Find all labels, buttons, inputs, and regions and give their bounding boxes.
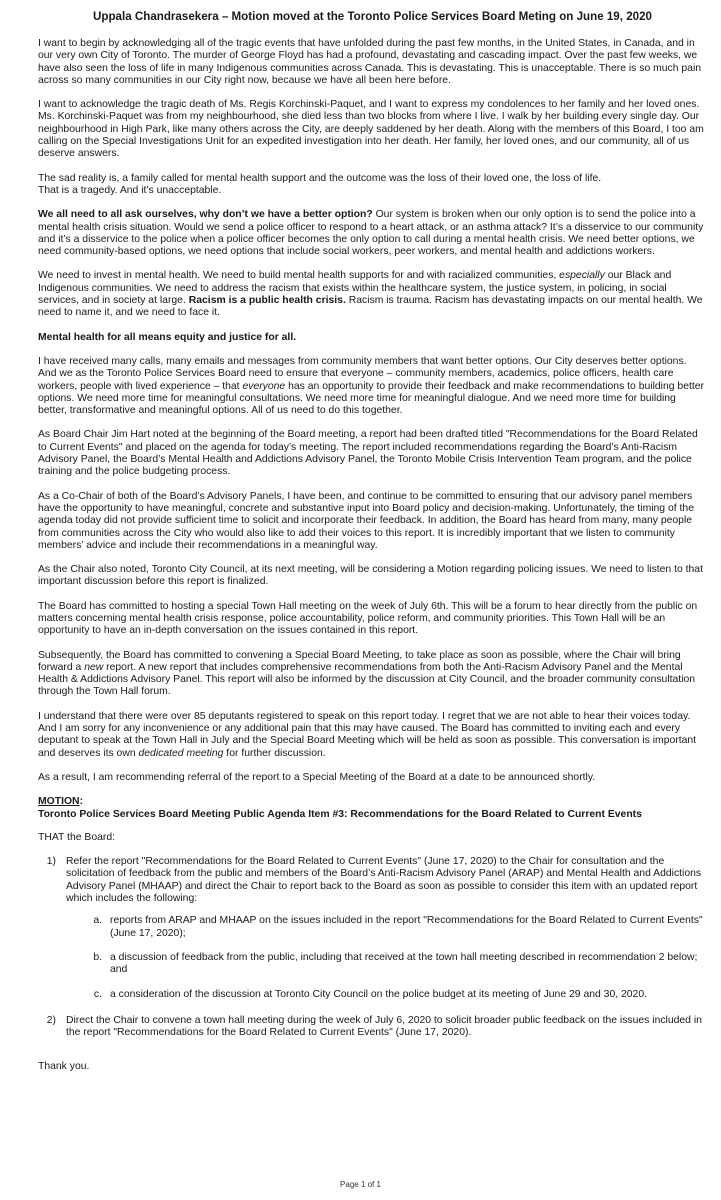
subitem-letter: c. [93,988,102,1000]
tragedy-line: That is a tragedy. And it’s unacceptable. [38,184,222,196]
motion-item-body [66,856,707,1001]
motion-subitem-b [88,952,707,977]
document-title: Uppala Chandrasekera – Motion moved at the Toronto Police Services Board Meting on June 19, 2020 [92,10,652,23]
sad-reality-line: The sad reality is, a family called for mental health support and the outcome was the loss of their loved one, the loss of life. [38,172,602,184]
invest-text-b: our Black and Indigenous communities. We need to address the racism that exists within the healthcare system, the justice system, in policing, in social services, and in society at large. [38,270,672,307]
motion-item-number: 1) [46,856,56,868]
paragraph-co-chair: As a Co-Chair of both of the Board’s Advisory Panels, I have been, and continue to be committed to ensuring that our advisory panel members have the opportunity to have meaningful, concrete and substantive input into Board policy and decision-making. Unfortunately, the timing of the agenda today did not provide sufficient time to solicit and incorporate their feedback. In addition, the Board has heard from many, many people from communities across the City who would also like to add their voices to this report. It is incredibly important that we listen to community members’ advice and include their recommendations in a meaningful way. [38,490,694,551]
that-the-board: THAT the Board: [38,831,116,843]
deputants-emphasis: dedicated meeting [138,747,224,759]
special-meeting-text-b: report. A new report that includes comprehensive recommendations from both the Anti-Racism Advisory Panel and the Mental Health & Addictions Advisory Panel. This report will also be informed by the discussion at City Council, and the broader community consultation through the Town Hall forum. [38,661,696,698]
calls-text-b: has an opportunity to provide their feedback and make recommendations to building better options. We need more time for meaningful consultations. We need more time for meaningful dialogue. And we need more time for building better, transformative and meaningful options. All of us need to do this together. [38,380,704,417]
paragraph-special-board-meeting [38,650,707,699]
motion-item-number: 2) [46,1014,56,1026]
calls-text-a: I have received many calls, many emails and messages from community members that want better options. Our City deserves better options. And we as the Toronto Police Services Board need to ensure that everyone – community members, academics, police officers, health care workers, people with lived experience – that [38,355,687,392]
paragraph-town-hall: The Board has committed to hosting a special Town Hall meeting on the week of July 6th. This will be a forum to hear directly from the public on matters concerning mental health crisis response, police accountability, police reform, and community priorities. This Town Hall will be an opportunity to have an in-depth conversation on the issues contained in this report. [38,600,698,637]
motion-item-text: Refer the report "Recommendations for the Board Related to Current Events" (June 17, 2020) to the Chair for consultation and the solicitation of feedback from the public and members of the Board’s Anti-Racism Advisory Panel (ARAP) and Mental Health and Addictions Advisory Panel (MHAAP) and direct the Chair to report back to the Board as soon as possible to consider this item with an updated report which includes the following: [66,856,702,905]
closing-thank-you: Thank you. [38,1061,90,1073]
paragraph-invest-mental-health [38,270,707,319]
motion-title: Toronto Police Services Board Meeting Public Agenda Item #3: Recommendations for the Board Related to Current Events [38,808,642,820]
motion-item-text: Direct the Chair to convene a town hall meeting during the week of July 6, 2020 to solicit broader public feedback on the issues included in the report "Recommendations for the Board Related to Current Events" (June 17, 2020). [66,1014,702,1039]
paragraph-community-calls [38,356,707,417]
subitem-text: a discussion of feedback from the public, including that received at the town hall meeting described in recommendation 2 below; and [110,951,698,976]
paragraph-city-council: As the Chair also noted, Toronto City Council, at its next meeting, will be considering a Motion regarding policing issues. We need to listen to that important discussion before this report is finalized. [38,564,703,588]
deputants-text-a: I understand that there were over 85 deputants registered to speak on this report today. I regret that we are not able to hear their voices today. And I am sorry for any inconvenience or any additional pain that this may have caused. The Board has committed to inviting each and every deputant to speak at the Town Hall in July and the Special Board Meeting which will be held as soon as possible. This conversation is important and deserves its own [38,710,697,759]
paragraph-intro: I want to begin by acknowledging all of the tragic events that have unfolded during the past few months, in the United States, in Canada, and in our very own City of Toronto. The murder of George Floyd has had a profound, devastating and cascading impact. Over the past few weeks, we have also seen the loss of life in many Indigenous communities across Canada. This is devastating. This is unacceptable. There is so much pain across so many communities in our City right now, because we have all been here before. [38,38,702,86]
invest-text-a: We need to invest in mental health. We need to build mental health supports for and with racialized communities, [38,270,560,282]
better-option-question: We all need to all ask ourselves, why don’t we have a better option? [38,209,373,221]
paragraph-deputants [38,711,707,760]
special-meeting-emphasis: new [84,661,104,673]
invest-text-c: Racism is trauma. Racism has devastating impacts on our mental health. We need to name it, and we need to face it. [38,295,703,319]
better-option-text: Our system is broken when our only option is to send the police into a mental health crisis situation. Would we send a police officer to respond to a heart attack, or an asthma attack? It’s a disservice to our community and it’s a disservice to the police when a police officer becomes the only option to call during a mental health crisis. We need better options, we need community-based options, we need options that include social workers, peer workers, and mental health and addictions workers. [38,209,704,258]
motion-label-text: MOTION [38,796,80,808]
subitem-text: a consideration of the discussion at Toronto City Council on the police budget at its meeting of June 29 and 30, 2020. [110,988,648,1000]
paragraph-korchinski-paquet: I want to acknowledge the tragic death of Ms. Regis Korchinski-Paquet, and I want to express my condolences to her family and her loved ones. Ms. Korchinski-Paquet was from my neighbourhood, she died less than two blocks from where I live. I walk by her building every single day. Our neighbourhood in High Park, like many others across the City, are deeply saddened by her death. Along with the members of this Board, I too am calling on the Special Investigations Unit for an expedited investigation into her death. Her family, her loved ones, and our community, all of us deserve answers. [38,99,704,160]
motion-subitem-a [88,915,707,940]
paragraph-better-option [38,209,707,258]
deputants-text-b: for further discussion. [223,747,326,759]
special-meeting-text-a: Subsequently, the Board has committed to convening a Special Board Meeting, to take place as soon as possible, where the Chair will bring forward a [38,649,681,673]
motion-subitem-c [88,989,707,1001]
subitem-letter: a. [93,915,102,927]
paragraph-board-chair: As Board Chair Jim Hart noted at the beginning of the Board meeting, a report had been drafted titled "Recommendations for the Board Related to Current Events" and placed on the agenda for today’s meeting. The report included recommendations regarding the Board’s Anti-Racism Advisory Panel, the Board’s Mental Health and Addictions Advisory Panel, the Toronto Mobile Crisis Intervention Team program, and the police training and the police budgeting process. [38,429,698,478]
paragraph-sad-reality [38,173,707,198]
motion-label [38,796,707,808]
motion-items [38,856,707,1039]
calls-emphasis: everyone [242,380,286,392]
subitem-text: reports from ARAP and MHAAP on the issues included in the report "Recommendations for the Board Related to Current Events" (June 17, 2020); [110,915,703,939]
racism-public-health-crisis: Racism is a public health crisis. [188,295,346,307]
motion-item-2 [38,1015,707,1040]
paragraph-recommendation: As a result, I am recommending referral of the report to a Special Meeting of the Board at a date to be announced shortly. [38,771,596,783]
subitem-letter: b. [93,951,102,963]
page-footer: Page 1 of 1 [340,1180,381,1189]
motion-label-colon: : [79,796,84,808]
mental-health-equity-heading: Mental health for all means equity and justice for all. [38,331,297,343]
motion-item-1 [38,856,707,1001]
invest-emphasis: especially [559,270,605,282]
